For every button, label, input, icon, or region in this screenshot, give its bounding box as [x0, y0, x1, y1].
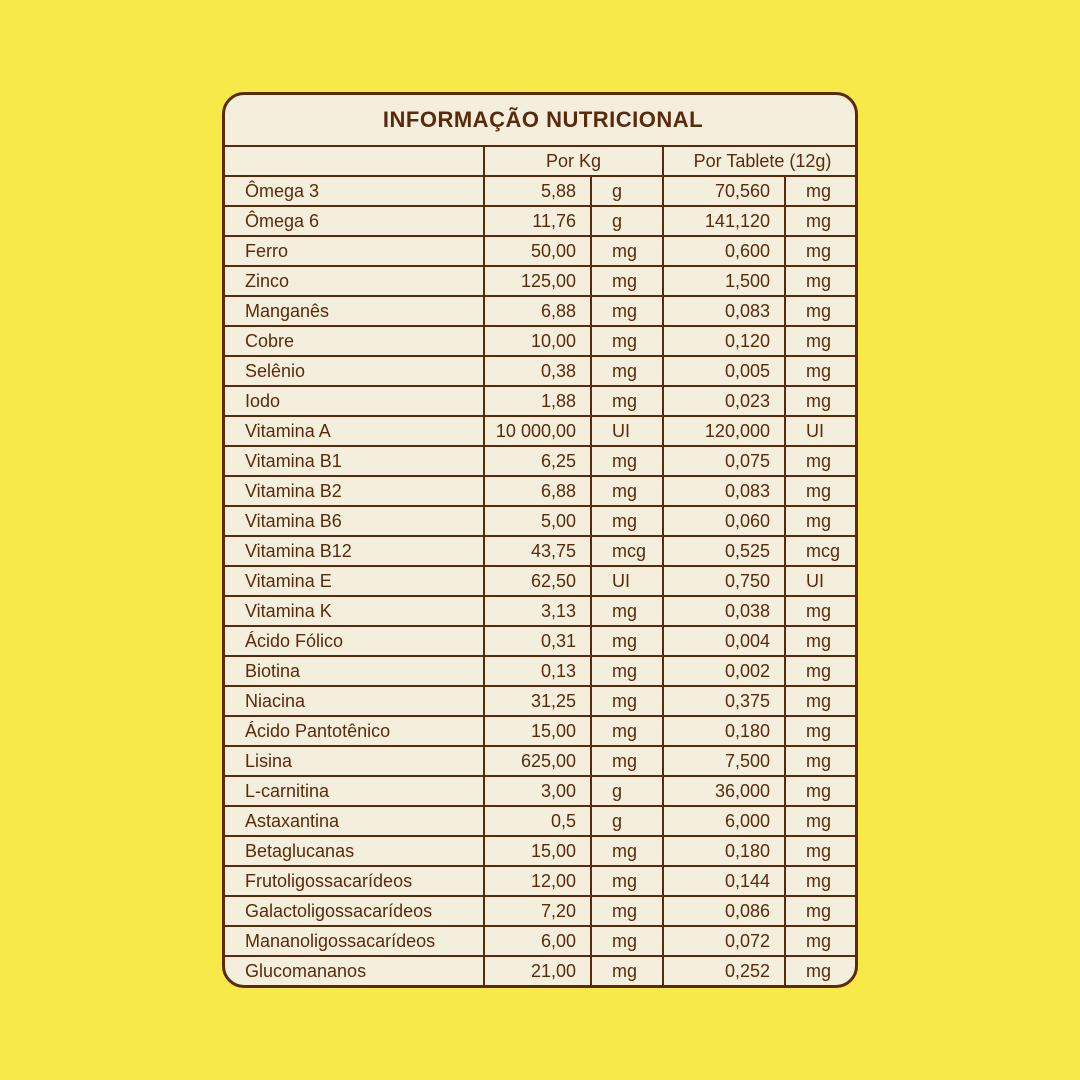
per-kg-unit: mg — [591, 326, 663, 356]
per-tablet-unit: mg — [785, 206, 858, 236]
nutrient-name: Betaglucanas — [225, 836, 484, 866]
per-kg-value: 6,88 — [484, 476, 591, 506]
per-kg-value: 0,5 — [484, 806, 591, 836]
per-kg-unit: mg — [591, 626, 663, 656]
per-tablet-unit: mg — [785, 596, 858, 626]
table-row — [225, 506, 858, 536]
table-row — [225, 176, 858, 206]
per-kg-unit: mg — [591, 296, 663, 326]
table-row — [225, 836, 858, 866]
per-tablet-header: Por Tablete (12g) — [663, 146, 858, 176]
per-kg-value: 6,88 — [484, 296, 591, 326]
per-kg-unit: mg — [591, 956, 663, 985]
per-kg-unit: mg — [591, 236, 663, 266]
per-tablet-value: 0,002 — [663, 656, 785, 686]
per-tablet-unit: mg — [785, 776, 858, 806]
per-tablet-unit: mg — [785, 266, 858, 296]
per-tablet-unit: mg — [785, 236, 858, 266]
per-kg-value: 6,00 — [484, 926, 591, 956]
per-tablet-value: 0,750 — [663, 566, 785, 596]
per-tablet-value: 70,560 — [663, 176, 785, 206]
per-kg-value: 1,88 — [484, 386, 591, 416]
per-tablet-value: 0,086 — [663, 896, 785, 926]
nutrient-name: Ferro — [225, 236, 484, 266]
per-tablet-value: 1,500 — [663, 266, 785, 296]
nutrient-name: Ácido Fólico — [225, 626, 484, 656]
nutrient-name: Glucomananos — [225, 956, 484, 985]
per-tablet-value: 0,075 — [663, 446, 785, 476]
nutrient-name: Vitamina E — [225, 566, 484, 596]
nutrient-name: Galactoligossacarídeos — [225, 896, 484, 926]
per-tablet-value: 0,600 — [663, 236, 785, 266]
per-kg-value: 50,00 — [484, 236, 591, 266]
table-row — [225, 266, 858, 296]
table-row — [225, 626, 858, 656]
table-row — [225, 446, 858, 476]
per-tablet-unit: mg — [785, 746, 858, 776]
per-tablet-unit: mg — [785, 716, 858, 746]
table-row — [225, 866, 858, 896]
per-kg-unit: g — [591, 806, 663, 836]
nutrient-name: Ômega 6 — [225, 206, 484, 236]
table-row — [225, 716, 858, 746]
per-tablet-value: 0,004 — [663, 626, 785, 656]
per-kg-unit: mg — [591, 356, 663, 386]
nutrient-name: Mananoligossacarídeos — [225, 926, 484, 956]
per-kg-unit: UI — [591, 566, 663, 596]
per-tablet-unit: mg — [785, 956, 858, 985]
per-kg-unit: UI — [591, 416, 663, 446]
per-tablet-value: 0,180 — [663, 836, 785, 866]
per-kg-value: 5,88 — [484, 176, 591, 206]
nutrient-name: Manganês — [225, 296, 484, 326]
table-row — [225, 326, 858, 356]
nutrient-name: Vitamina A — [225, 416, 484, 446]
per-kg-value: 43,75 — [484, 536, 591, 566]
per-tablet-unit: mg — [785, 326, 858, 356]
per-tablet-value: 0,083 — [663, 476, 785, 506]
nutrient-name: Zinco — [225, 266, 484, 296]
per-kg-header: Por Kg — [484, 146, 663, 176]
per-kg-unit: g — [591, 176, 663, 206]
per-tablet-unit: mg — [785, 866, 858, 896]
per-tablet-unit: mg — [785, 896, 858, 926]
table-row — [225, 776, 858, 806]
per-tablet-value: 0,072 — [663, 926, 785, 956]
nutrient-name: Vitamina B1 — [225, 446, 484, 476]
nutrient-name: Lisina — [225, 746, 484, 776]
nutrient-name: Vitamina B12 — [225, 536, 484, 566]
nutrient-header-empty — [225, 146, 484, 176]
per-kg-unit: mg — [591, 746, 663, 776]
per-kg-value: 5,00 — [484, 506, 591, 536]
per-tablet-value: 0,023 — [663, 386, 785, 416]
title-row — [225, 95, 858, 146]
nutrient-name: Niacina — [225, 686, 484, 716]
per-tablet-value: 36,000 — [663, 776, 785, 806]
table-row — [225, 656, 858, 686]
per-tablet-unit: mg — [785, 446, 858, 476]
table-row — [225, 296, 858, 326]
per-tablet-unit: mg — [785, 386, 858, 416]
table-row — [225, 236, 858, 266]
table-row — [225, 596, 858, 626]
per-tablet-unit: mg — [785, 296, 858, 326]
per-kg-unit: mg — [591, 866, 663, 896]
per-kg-value: 21,00 — [484, 956, 591, 985]
per-tablet-unit: mg — [785, 476, 858, 506]
table-row — [225, 566, 858, 596]
nutrient-rows — [225, 176, 858, 985]
per-kg-value: 3,00 — [484, 776, 591, 806]
per-tablet-unit: UI — [785, 416, 858, 446]
per-tablet-unit: mg — [785, 626, 858, 656]
per-tablet-unit: mg — [785, 176, 858, 206]
per-kg-unit: mg — [591, 656, 663, 686]
nutrient-name: Biotina — [225, 656, 484, 686]
table-row — [225, 416, 858, 446]
per-kg-value: 31,25 — [484, 686, 591, 716]
table-row — [225, 476, 858, 506]
per-kg-value: 0,13 — [484, 656, 591, 686]
table-title: INFORMAÇÃO NUTRICIONAL — [225, 95, 858, 146]
per-tablet-value: 6,000 — [663, 806, 785, 836]
nutrient-name: Frutoligossacarídeos — [225, 866, 484, 896]
per-kg-value: 7,20 — [484, 896, 591, 926]
table-row — [225, 356, 858, 386]
per-tablet-unit: mg — [785, 506, 858, 536]
per-kg-value: 125,00 — [484, 266, 591, 296]
per-tablet-unit: mg — [785, 356, 858, 386]
nutrient-name: L-carnitina — [225, 776, 484, 806]
per-kg-value: 10,00 — [484, 326, 591, 356]
nutrient-name: Cobre — [225, 326, 484, 356]
nutrient-name: Vitamina K — [225, 596, 484, 626]
per-tablet-value: 7,500 — [663, 746, 785, 776]
per-kg-unit: mg — [591, 476, 663, 506]
nutrient-name: Ômega 3 — [225, 176, 484, 206]
per-kg-unit: mg — [591, 446, 663, 476]
per-kg-unit: g — [591, 776, 663, 806]
per-kg-value: 12,00 — [484, 866, 591, 896]
per-tablet-unit: mg — [785, 836, 858, 866]
per-kg-unit: mg — [591, 596, 663, 626]
table-row — [225, 806, 858, 836]
nutrient-name: Vitamina B2 — [225, 476, 484, 506]
per-kg-unit: mg — [591, 836, 663, 866]
per-tablet-value: 0,005 — [663, 356, 785, 386]
per-kg-unit: mg — [591, 266, 663, 296]
per-kg-value: 15,00 — [484, 836, 591, 866]
per-tablet-unit: mg — [785, 656, 858, 686]
nutrient-name: Selênio — [225, 356, 484, 386]
nutrition-table — [225, 95, 858, 985]
per-tablet-value: 0,060 — [663, 506, 785, 536]
per-tablet-value: 0,525 — [663, 536, 785, 566]
per-tablet-unit: mg — [785, 686, 858, 716]
per-kg-unit: mcg — [591, 536, 663, 566]
per-kg-value: 10 000,00 — [484, 416, 591, 446]
per-tablet-unit: mcg — [785, 536, 858, 566]
nutrient-name: Astaxantina — [225, 806, 484, 836]
column-header-row — [225, 146, 858, 176]
table-row — [225, 926, 858, 956]
table-row — [225, 896, 858, 926]
per-tablet-value: 0,375 — [663, 686, 785, 716]
per-kg-unit: mg — [591, 506, 663, 536]
per-tablet-value: 0,252 — [663, 956, 785, 985]
per-kg-value: 6,25 — [484, 446, 591, 476]
per-kg-value: 62,50 — [484, 566, 591, 596]
nutrient-name: Vitamina B6 — [225, 506, 484, 536]
per-tablet-value: 141,120 — [663, 206, 785, 236]
nutrient-name: Iodo — [225, 386, 484, 416]
per-tablet-unit: mg — [785, 926, 858, 956]
per-kg-unit: mg — [591, 686, 663, 716]
table-row — [225, 206, 858, 236]
table-row — [225, 386, 858, 416]
table-row — [225, 686, 858, 716]
per-tablet-unit: UI — [785, 566, 858, 596]
per-tablet-value: 0,038 — [663, 596, 785, 626]
per-tablet-value: 0,180 — [663, 716, 785, 746]
nutrition-facts-card — [222, 92, 858, 988]
table-row — [225, 746, 858, 776]
per-kg-unit: mg — [591, 896, 663, 926]
table-row — [225, 536, 858, 566]
per-kg-value: 15,00 — [484, 716, 591, 746]
per-tablet-unit: mg — [785, 806, 858, 836]
per-kg-unit: g — [591, 206, 663, 236]
per-kg-unit: mg — [591, 716, 663, 746]
per-kg-value: 0,38 — [484, 356, 591, 386]
per-kg-value: 11,76 — [484, 206, 591, 236]
per-kg-value: 0,31 — [484, 626, 591, 656]
per-kg-unit: mg — [591, 926, 663, 956]
per-kg-unit: mg — [591, 386, 663, 416]
table-row — [225, 956, 858, 985]
per-kg-value: 625,00 — [484, 746, 591, 776]
per-tablet-value: 0,144 — [663, 866, 785, 896]
nutrient-name: Ácido Pantotênico — [225, 716, 484, 746]
per-tablet-value: 0,120 — [663, 326, 785, 356]
per-kg-value: 3,13 — [484, 596, 591, 626]
per-tablet-value: 120,000 — [663, 416, 785, 446]
per-tablet-value: 0,083 — [663, 296, 785, 326]
